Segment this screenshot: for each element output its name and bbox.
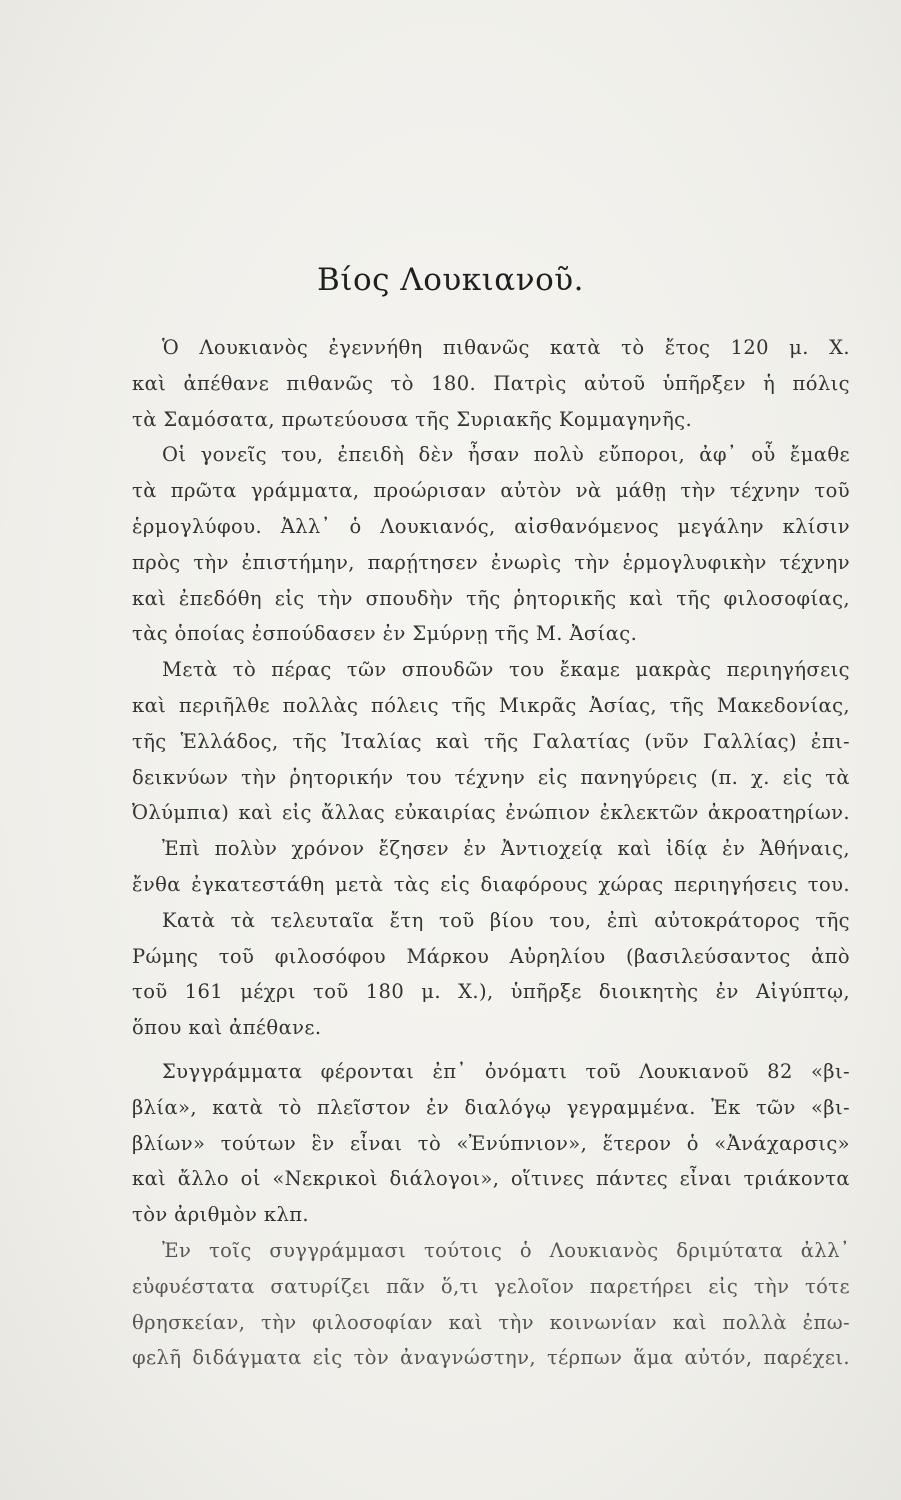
text-line: εὐφυέστατα σατυρίζει πᾶν ὅ,τι γελοῖον παρετήρει εἰς τὴν τότε [132, 1274, 850, 1298]
text-line: ἑρμογλύφου. Ἀλλ᾽ ὁ Λουκιανός, αἰσθανόμενος μεγάλην κλίσιν [132, 514, 850, 538]
text-line: ὅπου καὶ ἀπέθανε. [132, 1016, 322, 1040]
text-line: δεικνύων τὴν ῥητορικήν του τέχνην εἰς πανηγύρεις (π. χ. εἰς τὰ [132, 765, 850, 789]
page-title: Βίος Λουκιανοῦ. [317, 262, 584, 298]
text-line: τὰς ὁποίας ἐσπούδασεν ἐν Σμύρνῃ τῆς Μ. Ἀσίας. [132, 622, 638, 646]
text-line: τῆς Ἑλλάδος, τῆς Ἰταλίας καὶ τῆς Γαλατίας (νῦν Γαλλίας) ἐπι- [132, 729, 850, 753]
text-line: Ὁ Λουκιανὸς ἐγεννήθη πιθανῶς κατὰ τὸ ἔτος 120 μ. Χ. [162, 336, 850, 359]
text-line: καὶ περιῆλθε πολλὰς πόλεις τῆς Μικρᾶς Ἀσίας, τῆς Μακεδονίας, [132, 693, 850, 717]
text-line: Ρώμης τοῦ φιλοσόφου Μάρκου Αὐρηλίου (βασιλεύσαντος ἀπὸ [132, 944, 850, 968]
text-line: Μετὰ τὸ πέρας τῶν σπουδῶν του ἔκαμε μακρὰς περιηγήσεις [162, 658, 850, 682]
body-text [132, 330, 850, 1376]
text-line: Ὀλύμπια) καὶ εἰς ἄλλας εὐκαιρίας ἐνώπιον ἐκλεκτῶν ἀκροατηρίων. [132, 801, 850, 825]
text-line: τὸν ἀριθμὸν κλπ. [132, 1203, 310, 1227]
text-line: τὰ πρῶτα γράμματα, προώρισαν αὐτὸν νὰ μάθῃ τὴν τέχνην τοῦ [132, 479, 850, 503]
text-line: τὰ Σαμόσατα, πρωτεύουσα τῆς Συριακῆς Κομμαγηνῆς. [132, 407, 693, 431]
text-line: βλίων» τούτων ἓν εἶναι τὸ «Ἐνύπνιον», ἕτερον ὁ «Ἀνάχαρσις» [132, 1131, 850, 1155]
text-line: βλία», κατὰ τὸ πλεῖστον ἐν διαλόγῳ γεγραμμένα. Ἐκ τῶν «βι- [132, 1095, 850, 1119]
text-line: Κατὰ τὰ τελευταῖα ἔτη τοῦ βίου του, ἐπὶ αὐτοκράτορος τῆς [162, 908, 850, 932]
text-line: καὶ ἄλλο οἱ «Νεκρικοὶ διάλογοι», οἵτινες πάντες εἶναι τριάκοντα [132, 1167, 850, 1191]
text-line: ἔνθα ἐγκατεστάθη μετὰ τὰς εἰς διαφόρους χώρας περιηγήσεις του. [132, 872, 850, 896]
text-line: καὶ ἐπεδόθη εἰς τὴν σπουδὴν τῆς ῥητορικῆς καὶ τῆς φιλοσοφίας, [132, 586, 850, 610]
text-line: Συγγράμματα φέρονται ἐπ᾽ ὀνόματι τοῦ Λουκιανοῦ 82 «βι- [162, 1059, 850, 1083]
text-line: Ἐπὶ πολὺν χρόνον ἔζησεν ἐν Ἀντιοχείᾳ καὶ ἰδίᾳ ἐν Ἀθήναις, [162, 837, 850, 861]
text-line: καὶ ἀπέθανε πιθανῶς τὸ 180. Πατρὶς αὐτοῦ ὑπῆρξεν ἡ πόλις [132, 371, 850, 395]
text-line: φελῆ διδάγματα εἰς τὸν ἀναγνώστην, τέρπων ἅμα αὐτόν, παρέχει. [132, 1346, 850, 1370]
text-line: Ἐν τοῖς συγγράμμασι τούτοις ὁ Λουκιανὸς δριμύτατα ἀλλ᾽ [162, 1238, 850, 1262]
text-line: Οἱ γονεῖς του, ἐπειδὴ δὲν ἦσαν πολὺ εὔποροι, ἀφ᾽ οὗ ἔμαθε [162, 443, 850, 467]
text-line: τοῦ 161 μέχρι τοῦ 180 μ. Χ.), ὑπῆρξε διοικητὴς ἐν Αἰγύπτῳ, [132, 980, 850, 1004]
text-line: θρησκείαν, τὴν φιλοσοφίαν καὶ τὴν κοινωνίαν καὶ πολλὰ ἐπω- [132, 1310, 850, 1334]
text-line: πρὸς τὴν ἐπιστήμην, παρῄτησεν ἐνωρὶς τὴν ἑρμογλυφικὴν τέχνην [132, 550, 850, 574]
